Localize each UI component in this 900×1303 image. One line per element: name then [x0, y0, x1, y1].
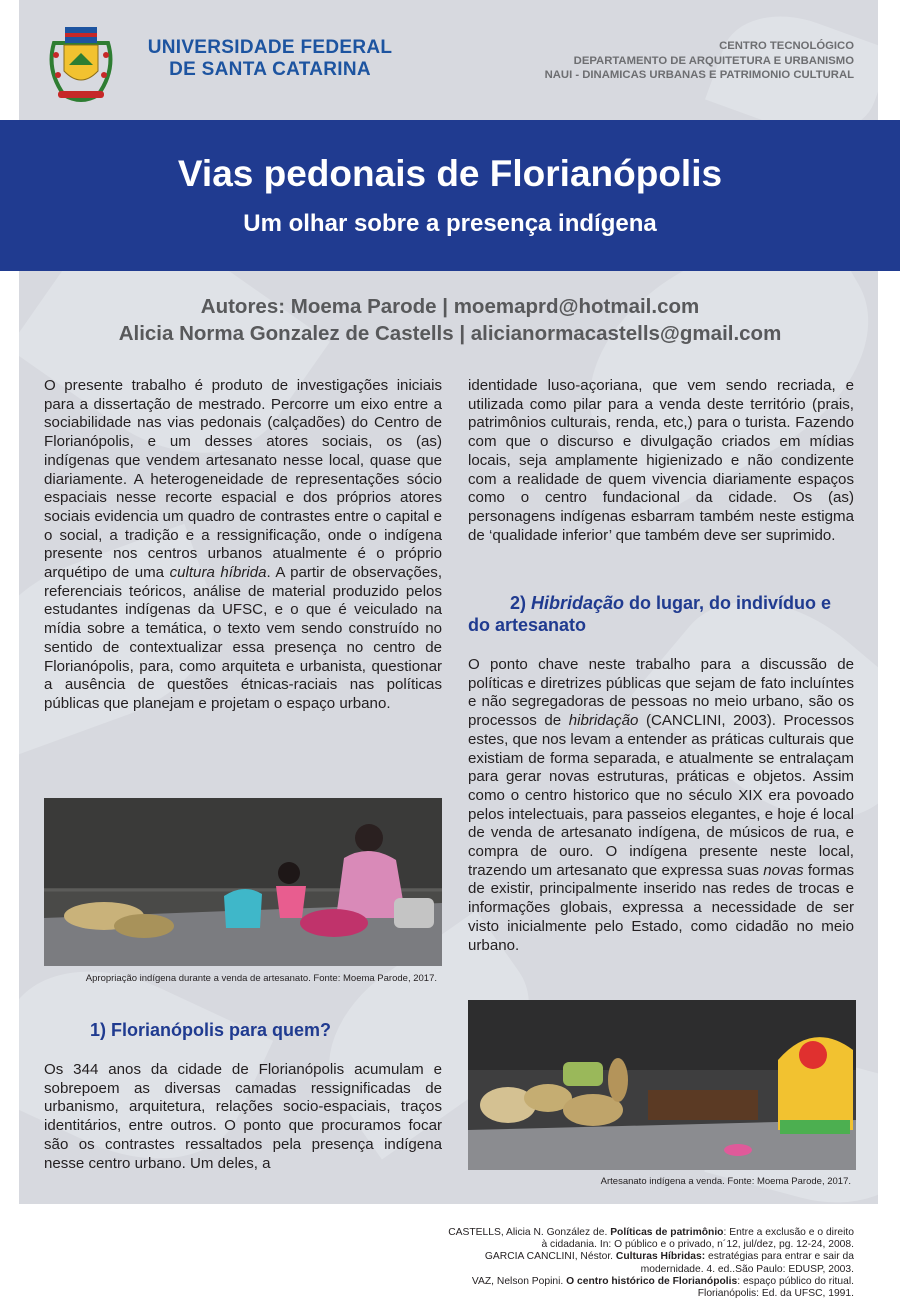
reference-1-cont: à cidadania. In: O público e o privado, n´12, jul/dez, pg. 12-24, 2008. — [541, 1239, 854, 1251]
right-col-text: identidade luso-açoriana, que vem sendo recriada, e utilizada como pilar para a venda deste território (prais, patrimônios culturais, renda, etc,) para o turista. Fazendo com que o discurso e divulgação criados em mídias locais, seja amplamente higienizado e não condizente com a realidade de quem vivencia diariamente espaços como o centro fundacional da cidade. Os (as) personagens indígenas esbarram também neste estigma de ‘qualidade inferior’ que também deve ser suprimido. — [468, 377, 854, 544]
ref1-title: Políticas de patrimônio — [610, 1227, 724, 1238]
section1-paragraph — [44, 1061, 442, 1173]
section2-heading — [468, 592, 854, 636]
section2-heading-num: 2) — [510, 593, 532, 613]
section1-text: Os 344 anos da cidade de Florianópolis acumulam e sobrepoem as diversas camadas ressignificadas de urbanismo, arquitetura, relações socio-espaciais, traços identitários, entre outros. O ponto que procuramos focar são os contrastes ressaltados pela presença indígena nesse centro urbano. Um deles, a — [44, 1061, 442, 1172]
right-column-paragraph — [468, 377, 854, 545]
ref3-rest: : espaço público do ritual. — [737, 1275, 854, 1287]
authors-line2: Alicia Norma Gonzalez de Castells | alicianormacastells@gmail.com — [118, 322, 782, 345]
authors-block — [0, 293, 900, 347]
intro-paragraph — [44, 377, 442, 714]
ufsc-coat-of-arms-logo — [44, 25, 118, 105]
ref2-rest: estratégias para entrar e sair da — [705, 1251, 854, 1263]
section2-text-italic-b: novas — [763, 861, 804, 879]
section2-text-italic-a: hibridação — [568, 712, 639, 730]
section2-heading-rest: do lugar, do indivíduo e do artesanato — [468, 593, 832, 635]
section2-paragraph — [468, 656, 854, 955]
photo-indigenous-vendors — [44, 798, 442, 966]
photo2-caption: Artesanato indígena a venda. Fonte: Moema Parode, 2017. — [600, 1176, 851, 1187]
poster-title: Vias pedonais de Florianópolis — [177, 153, 723, 194]
ref2-author: GARCIA CANCLINI, Néstor. — [484, 1251, 616, 1263]
intro-text-b: . A partir de observações, referenciais teóricos, análise de material produzido pelos estudantes indígenas da UFSC, e o que é veiculado na mídia sobre a temática, o texto vem sendo construído no sentido de contextualizar essa presença no centro de Florianópolis, para, como arquiteta e urbanista, questionar a ausência de questões étnicas-raciais nas políticas públicas que planejam e projetam o espaço urbano. — [44, 564, 443, 712]
university-name-line1: UNIVERSIDADE FEDERAL — [147, 37, 393, 58]
university-name — [120, 37, 420, 81]
ref1-rest: : Entre a exclusão e o direito — [723, 1227, 854, 1238]
section2-text-c: formas de existir, principalmente inserido nas redes de trocas e informações globais, expressa a necessidade de ser visto inicialmente pelo Estado, como cidadão no meio urbano. — [468, 861, 854, 954]
dept-line1: CENTRO TECNOLÓGICO — [719, 40, 854, 52]
dept-line2: DEPARTAMENTO DE ARQUITETURA E URBANISMO — [573, 54, 854, 67]
photo1-caption: Apropriação indígena durante a venda de artesanato. Fonte: Moema Parode, 2017. — [85, 973, 437, 984]
ref3-author: VAZ, Nelson Popini. — [471, 1275, 567, 1287]
photo-handicrafts — [468, 1000, 856, 1170]
department-info — [434, 39, 854, 83]
reference-2-cont: modernidade. 4. ed..São Paulo: EDUSP, 2003. — [640, 1263, 854, 1275]
section2-text-b: (CANCLINI, 2003). Processos estes, que nos levam a entender as práticas culturais que existiam de forma separada, e atualmente se entralaçam para gerar novas estruturas, práticas e objetos. Assim como o centro historico que no século XIX era povoado pelos intelectuais, para passeios elegantes, e hoje é local de venda de artesanato indígena, de músicos de rua, e compra de ouro. O indígena presente neste local, trazendo um artesanato que expressa suas — [468, 712, 855, 879]
intro-text-a: O presente trabalho é produto de investigações iniciais para a dissertação de mestrado. Percorre um eixo entre a sociabilidade nas vias pedonais (calçadões) do Centro de Florianópolis, e um desses atores sociais, os (as) indígenas que vendem artesanato nesse local, quase que diariamente. A heterogeneidade de representações sócio espaciais nesse recorte espacial e dos próprios atores sociais evidencia um quadro de contrastes entre o capital e o social, a tradição e a ressignificação, onde o indígena presente nos centros urbanos atualmente é o próprio arquétipo de uma — [44, 377, 442, 582]
ref2-title: Culturas Híbridas: — [615, 1251, 706, 1263]
dept-line3: NAUI - DINAMICAS URBANAS E PATRIMONIO CULTURAL — [544, 69, 854, 81]
reference-1 — [334, 1227, 854, 1239]
reference-3-cont: Florianópolis: Ed. da UFSC, 1991. — [697, 1288, 854, 1300]
ref1-author: CASTELLS, Alicia N. González de. — [448, 1227, 611, 1238]
university-name-line2: DE SANTA CATARINA — [169, 59, 371, 80]
ref3-title: O centro histórico de Florianópolis — [566, 1275, 738, 1287]
reference-2 — [334, 1251, 854, 1263]
references — [334, 1227, 854, 1300]
reference-3 — [334, 1276, 854, 1288]
section1-heading: 1) Florianópolis para quem? — [90, 1020, 332, 1040]
authors-line1: Autores: Moema Parode | moemaprd@hotmail.com — [200, 295, 700, 318]
section2-text-a: O ponto chave neste trabalho para a discussão de políticas e diretrizes públicas que sejam de fato incluíntes e não segregadoras de pessoas no meio urbano, são os processos de — [468, 656, 854, 730]
section2-heading-italic: Hibridação — [531, 593, 625, 613]
poster-subtitle: Um olhar sobre a presença indígena — [243, 210, 657, 237]
intro-text-italic: cultura híbrida — [169, 564, 267, 582]
